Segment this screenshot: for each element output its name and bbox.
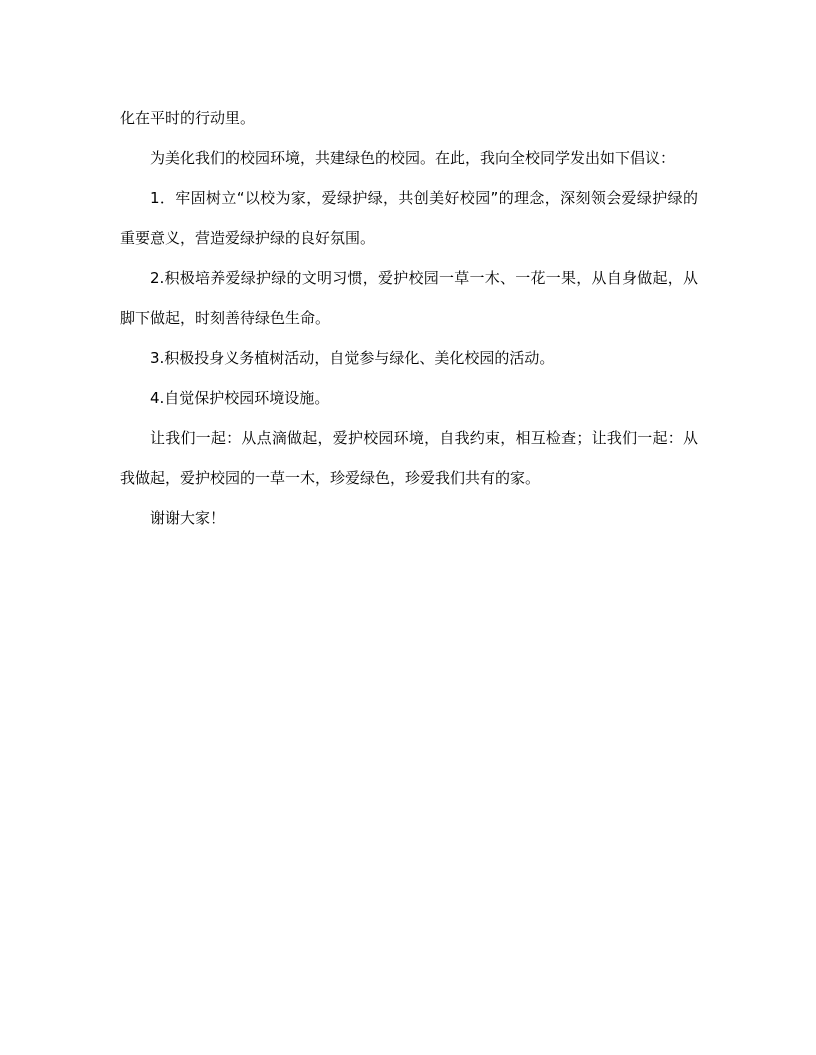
document-body — [120, 98, 698, 538]
paragraph-item-2: 2.积极培养爱绿护绿的文明习惯，爱护校园一草一木、一花一果，从自身做起，从脚下做起，时刻善待绿色生命。 — [120, 269, 698, 327]
paragraph-call-to-action: 让我们一起：从点滴做起，爱护校园环境，自我约束，相互检查；让我们一起：从我做起，爱护校园的一草一木，珍爱绿色，珍爱我们共有的家。 — [120, 429, 698, 487]
paragraph-closing: 谢谢大家！ — [150, 509, 226, 527]
paragraph-proposal-intro: 为美化我们的校园环境，共建绿色的校园。在此，我向全校同学发出如下倡议： — [150, 149, 676, 167]
paragraph-item-3: 3.积极投身义务植树活动，自觉参与绿化、美化校园的活动。 — [150, 349, 555, 367]
paragraph-item-1: 1．牢固树立“以校为家，爱绿护绿，共创美好校园”的理念，深刻领会爱绿护绿的重要意义，营造爱绿护绿的良好氛围。 — [120, 189, 698, 247]
paragraph-continuation: 化在平时的行动里。 — [120, 109, 256, 127]
paragraph-item-4: 4.自觉保护校园环境设施。 — [150, 389, 330, 407]
